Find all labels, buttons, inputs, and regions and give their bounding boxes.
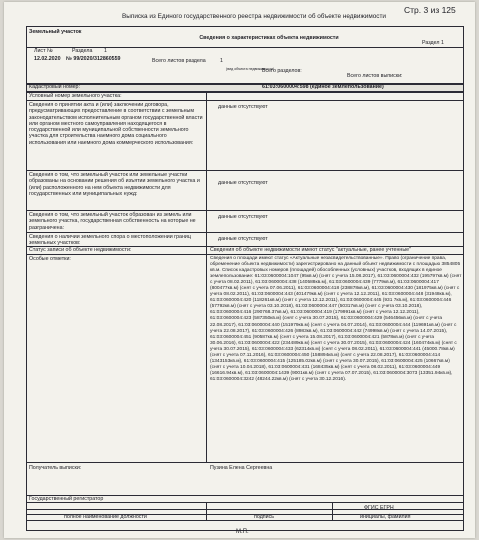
- razdel-label: Раздела: [72, 48, 93, 54]
- row-record-status-label: Статус записи об объекте недвижимости:: [29, 247, 132, 253]
- row-act-decision-label: Сведения о принятии акта и (или) заключении договора, предусматривающих предоставление в соответствии с земельным законодательством исполнительным органом государственной власти или органом местного самоуправления находящегося в государственной или муниципальной собственности земельного участка для строительства наемного дома социального использования или наемного дома коммерческого использования:: [29, 102, 203, 146]
- total-listov-label: Всего листов выписки:: [347, 73, 403, 79]
- row-seizure-value: данные отсутствуют: [218, 180, 268, 186]
- recipient-value: Пузина Елена Сергеевна: [210, 465, 273, 471]
- section-title: Сведения о характеристиках объекта недвижимости: [199, 35, 339, 41]
- row-act-decision-value: данные отсутствуют: [218, 104, 268, 110]
- document-title: Выписка из Единого государственного реестра недвижимости об объекте недвижимости: [122, 13, 386, 20]
- fgis-label: ФГИС ЕГРН: [364, 505, 394, 511]
- sheet-label: Лист №: [34, 48, 53, 54]
- total-sheets-label: Всего листов раздела: [152, 58, 206, 64]
- position-caption: полное наименование должности: [64, 514, 147, 520]
- extract-date: 12.02.2020: [34, 56, 61, 62]
- section-label: Земельный участок: [29, 29, 82, 35]
- row-record-status-value: Сведения об объекте недвижимости имеют статус "актуальные, ранее учтенные": [210, 247, 411, 253]
- row-unsplit-land-value: данные отсутствуют: [218, 214, 268, 220]
- registrar-label: Государственный регистратор: [29, 496, 104, 502]
- initials-caption: инициалы, фамилия: [360, 514, 411, 520]
- section-code: Раздел 1: [422, 40, 444, 46]
- cadastral-row: [26, 84, 464, 92]
- page-number: Стр. 3 из 125: [404, 5, 456, 15]
- stamp-caption: М.П.: [236, 529, 249, 535]
- special-notes-text: Сведения о площади имеют статус «Актуальные незасвидетельствованные». Право (ограничение права, обременение объекта недвижимости) зарегистрировано на данный объект недвижимости с площадью 3854805 кв.м. Список кадастровых номеров (площадей) обособленных (условных) участков, входящих в единое землепользование: 61:03:0600004:1047 (95кв.м) (снят с учета 15.08.2017), 61:03:0600004:432 (195797кв.м) (снят с учета 08.02.2011), 61:03:0600004:438 (140588кв.м), 61:03:0600004:439 (7779кв.м), 61:03:0600004:417 (800477кв.м) (снят с учета 07.06.2011), 61:03:0600004:418 (238878кв.м), 61:03:0600004:430 (181975кв.м) (снят с учета 08.02.2011), 61:03:0600004:443 (401479кв.м) (снят с учета 12.12.2011), 61:03:0600004:448 (31948кв.м), 61:03:0600004:420 (118261кв.м) (снят с учета 12.12.2011), 61:03:0600004:445 (931 7кв.м), 61:03:0600004:446 (57792кв.м) (снят с учета 03.10.2018), 61:03:0600004:447 (50317кв.м) (снят с учета 03.10.2018), 61:03:0600004:416 (290768.37кв.м), 61:03:0600004:419 (179991кв.м) (снят с учета 12.12.2011), 61:03:0600004:423 (587350кв.м) (снят с учета 30.07.2015), 61:03:0600004:429 (546456кв.м) (снят с учета 22.08.2017), 61:03:0600004:440 (151979кв.м) (снят с учета 04.07.2014), 61:03:0600004:444 (119691кв.м) (снят с учета 22.08.2017), 61:03:0600004:426 (8983кв.м), 61:03:0600004:442 (74998кв.м) (снят с учета 14.07.2015), 61:03:0600004:451 (90587кв.м) (снят с учета 15.08.2017), 61:03:0600004:421 (5878кв.м) (снят с учета 30.06.2016), 61:03:0600004:422 (234489кв.м) (снят с учета 30.07.2015), 61:03:0600004:424 (160474кв.м) (снят с учета 30.07.2015), 61:03:0600004:433 (62314кв.м) (снят с учета 08.02.2011), 61:03:0600004:441 (45000.78кв.м) (снят с учета 07.11.2016), 61:03:0600004:450 (158894кв.м) (снят с учета 22.08.2017), 61:03:0600004:414 (1343153кв.м), 61:03:0600004:415 (125185.02кв.м) (снят с учета 30.07.2015), 61:03:0600004:425 (10667кв.м) (снят с учета 10.04.2018), 61:03:0600004:431 (168435кв.м) (снят с учета 08.02.2011), 61:03:0600004:449 (16616.94кв.м), 61:03:0600004:1439 (9001кв.м) (снят с учета 07.07.2015), 61:03:0600004:3073 (13351.94кв.м), 61:03:0600004:3242 (48244.22кв.м) (снят с учета 30.12.2016).: [210, 256, 462, 382]
- signature-caption: подпись: [254, 514, 275, 520]
- cadastral-value: 61:03:0600004:598 (единое землепользование): [262, 84, 384, 90]
- total-razdels-label: Всего разделов:: [262, 68, 302, 74]
- extract-number: № 99/2020/312860559: [66, 56, 121, 62]
- row-seizure-label: Сведения о том, что земельный участок или земельные участки образованы на основании решения об изъятии земельного участка и (или) расположенного на нем объекта недвижимости для государственных или муниципальных нужд:: [29, 172, 200, 197]
- total-sheets-note: (вид объекта недвижимости): [226, 67, 275, 71]
- row-land-dispute-label: Сведения о наличии земельного спора о местоположении границ земельных участков:: [29, 234, 191, 247]
- total-sheets-value: 1: [220, 58, 223, 64]
- row-land-dispute-value: данные отсутствуют: [218, 236, 268, 242]
- special-notes-label: Особые отметки:: [29, 256, 71, 262]
- cadastral-label: Кадастровый номер:: [29, 84, 80, 90]
- row-unsplit-land-label: Сведения о том, что земельный участок образован из земель или земельного участка, государственная собственность на которые не разграничена:: [29, 212, 196, 231]
- recipient-label: Получатель выписки:: [29, 465, 82, 471]
- document-sheet: [4, 2, 475, 538]
- row-conditional-number-label: Условный номер земельного участка:: [29, 93, 122, 99]
- razdel-value: 1: [104, 48, 107, 54]
